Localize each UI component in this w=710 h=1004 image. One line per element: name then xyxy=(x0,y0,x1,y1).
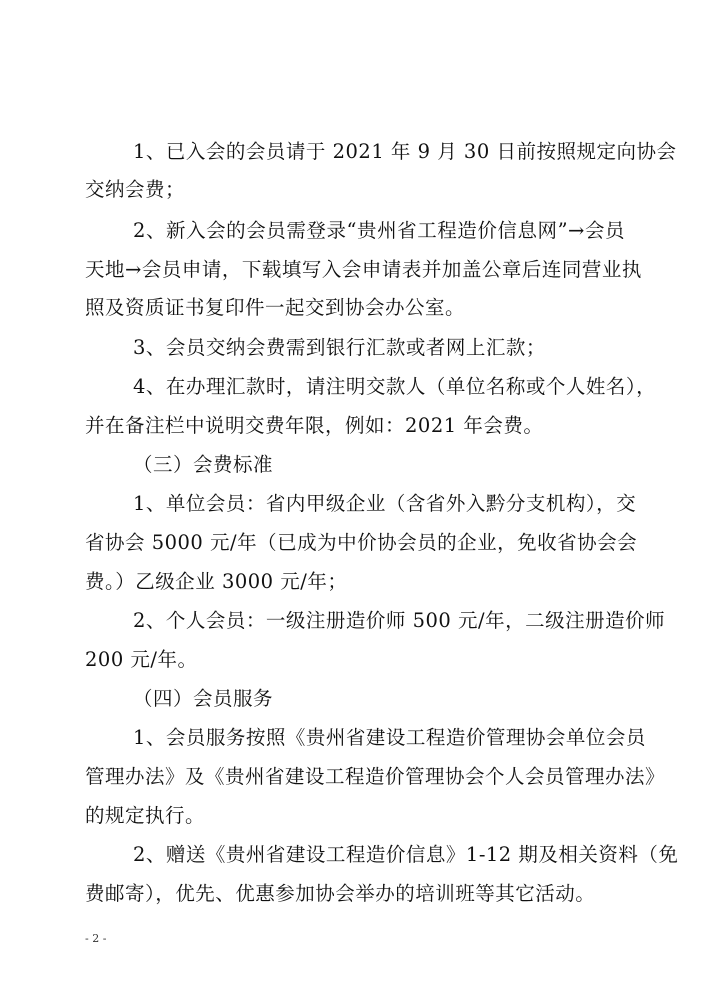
text-line: 并在备注栏中说明交费年限，例如：2021 年会费。 xyxy=(85,414,544,437)
text-line: 费。）乙级企业 3000 元/年； xyxy=(85,570,348,593)
text-line: 天地→会员申请，下载填写入会申请表并加盖公章后连同营业执 xyxy=(85,258,642,281)
text-line: 1、已入会的会员请于 2021 年 9 月 30 日前按照规定向协会 xyxy=(133,140,677,163)
text-line: 省协会 5000 元/年（已成为中价协会员的企业，免收省协会会 xyxy=(85,531,638,554)
text-line: 费邮寄），优先、优惠参加协会举办的培训班等其它活动。 xyxy=(85,882,596,905)
text-line: 2、赠送《贵州省建设工程造价信息》1-12 期及相关资料（免 xyxy=(133,843,679,866)
text-line: 1、会员服务按照《贵州省建设工程造价管理协会单位会员 xyxy=(133,726,646,749)
section-heading: （四）会员服务 xyxy=(133,687,274,710)
text-line: 200 元/年。 xyxy=(85,648,198,671)
text-line: 2、个人会员：一级注册造价师 500 元/年，二级注册造价师 xyxy=(133,609,666,632)
text-line: 照及资质证书复印件一起交到协会办公室。 xyxy=(85,296,466,319)
section-heading: （三）会费标准 xyxy=(133,453,274,476)
text-line: 2、新入会的会员需登录“贵州省工程造价信息网”→会员 xyxy=(133,219,625,242)
text-line: 1、单位会员：省内甲级企业（含省外入黔分支机构），交 xyxy=(133,492,637,515)
text-line: 4、在办理汇款时，请注明交款人（单位名称或个人姓名）， xyxy=(133,375,657,398)
text-line: 的规定执行。 xyxy=(85,804,206,827)
text-line: 交纳会费； xyxy=(85,178,186,201)
text-line: 3、会员交纳会费需到银行汇款或者网上汇款； xyxy=(133,336,546,359)
text-line: 管理办法》及《贵州省建设工程造价管理协会个人会员管理办法》 xyxy=(85,765,666,788)
page-number: - 2 - xyxy=(85,932,107,945)
